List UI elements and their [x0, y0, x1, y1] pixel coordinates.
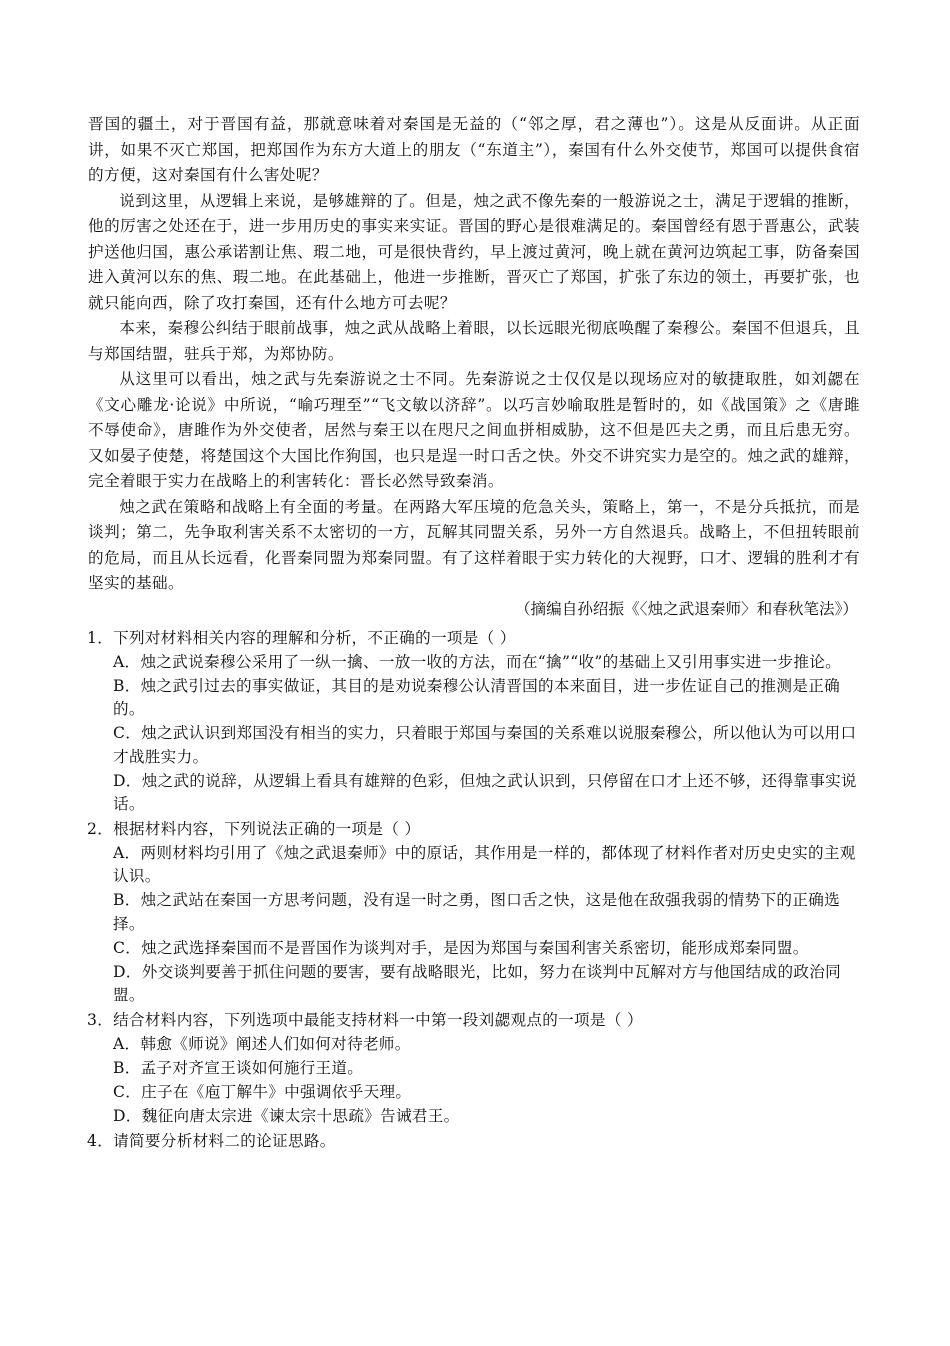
passage-paragraph-1: 晋国的疆土，对于晋国有益，那就意味着对秦国是无益的（“邻之厚，君之薄也”）。这是从反面讲。从正面讲，如果不灭亡郑国，把郑国作为东方大道上的朋友（“东道主”），秦国有什么外交使节，郑国可以提供食宿的方便，这对秦国有什么害处呢？: [88, 115, 860, 184]
option-d: D．烛之武的说辞，从逻辑上看具有雄辩的色彩，但烛之武认识到，只停留在口才上还不够，还得靠事实说话。: [113, 771, 857, 813]
question-3: [87, 1008, 857, 1129]
passage-source-citation: （摘编自孙绍振《〈烛之武退秦师〉和春秋笔法》）: [514, 599, 858, 618]
question-1: [87, 626, 857, 817]
question-stem: 3．结合材料内容，下列选项中最能支持材料一中第一段刘勰观点的一项是（ ）: [87, 1011, 643, 1029]
passage-paragraph-3: 本来，秦穆公纠结于眼前战事，烛之武从战略上着眼，以长远眼光彻底唤醒了秦穆公。秦国不但退兵，且与郑国结盟，驻兵于郑，为郑协防。: [88, 319, 860, 363]
question-stem: 4．请简要分析材料二的论证思路。: [87, 1131, 336, 1150]
document-page: [88, 112, 860, 1153]
question-4: [87, 1129, 857, 1154]
option-a: A．两则材料均引用了《烛之武退秦师》中的原话，其作用是一样的，都体现了材料作者对历史史实的主观认识。: [113, 843, 856, 885]
question-2: [87, 817, 857, 1008]
option-d: D．外交谈判要善于抓住问题的要害，要有战略眼光，比如，努力在谈判中瓦解对方与他国结成的政治同盟。: [113, 962, 842, 1004]
reading-passage: [88, 112, 860, 622]
option-c: C．烛之武选择秦国而不是晋国作为谈判对手，是因为郑国与秦国利害关系密切，能形成郑秦同盟。: [113, 938, 809, 957]
option-a: A．韩愈《师说》阐述人们如何对待老师。: [113, 1034, 411, 1053]
option-c: C．烛之武认识到郑国没有相当的实力，只着眼于郑国与秦国的关系难以说服秦穆公，所以他认为可以用口才战胜实力。: [113, 724, 857, 766]
option-b: B．孟子对齐宣王谈如何施行王道。: [113, 1058, 364, 1077]
passage-paragraph-2: 说到这里，从逻辑上来说，是够雄辩的了。但是，烛之武不像先秦的一般游说之士，满足于逻辑的推断，他的厉害之处还在于，进一步用历史的事实来实证。晋国的野心是很难满足的。秦国曾经有恩于晋惠公，武装护送他归国，惠公承诺割让焦、瑕二地，可是很快背约，早上渡过黄河，晚上就在黄河边筑起工事，防备秦国进入黄河以东的焦、瑕二地。在此基础上，他进一步推断，晋灭亡了郑国，扩张了东边的领土，再要扩张，也就只能向西，除了攻打秦国，还有什么地方可去呢？: [88, 191, 860, 312]
passage-paragraph-4: 从这里可以看出，烛之武与先秦游说之士不同。先秦游说之士仅仅是以现场应对的敏捷取胜，如刘勰在《文心雕龙·论说》中所说，“喻巧理至”“飞文敏以济辞”。以巧言妙喻取胜是暂时的，如《战国策》之《唐雎不辱使命》，唐雎作为外交使者，居然与秦王以在咫尺之间血拼相威胁，这不但是匹夫之勇，而且后患无穷。又如晏子使楚，将楚国这个大国比作狗国，也只是逞一时口舌之快。外交不讲究实力是空的。烛之武的雄辩，完全着眼于实力在战略上的利害转化：晋长必然导致秦消。: [88, 370, 860, 490]
option-b: B．烛之武站在秦国一方思考问题，没有逞一时之勇，图口舌之快，这是他在敌强我弱的情势下的正确选择。: [113, 891, 840, 933]
passage-paragraph-5: 烛之武在策略和战略上有全面的考量。在两路大军压境的危急关头，策略上，第一，不是分兵抵抗，而是谈判；第二，先争取利害关系不太密切的一方，瓦解其同盟关系，另外一方自然退兵。战略上，不但扭转眼前的危局，而且从长远看，化晋秦同盟为郑秦同盟。有了这样着眼于实力转化的大视野，口才、逻辑的胜利才有坚实的基础。: [88, 497, 860, 592]
question-list: [87, 626, 857, 1153]
question-stem: 2．根据材料内容，下列说法正确的一项是（ ）: [87, 820, 421, 838]
option-a: A．烛之武说秦穆公采用了一纵一擒、一放一收的方法，而在“擒”“收”的基础上又引用事实进一步推论。: [113, 652, 842, 671]
option-c: C．庄子在《庖丁解牛》中强调依乎天理。: [113, 1082, 412, 1101]
option-d: D．魏征向唐太宗进《谏太宗十思疏》告诫君王。: [113, 1106, 460, 1125]
question-stem: 1．下列对材料相关内容的理解和分析，不正确的一项是（ ）: [87, 629, 516, 647]
option-b: B．烛之武引过去的事实做证，其目的是劝说秦穆公认清晋国的本来面目，进一步佐证自己的推测是正确的。: [113, 676, 840, 718]
